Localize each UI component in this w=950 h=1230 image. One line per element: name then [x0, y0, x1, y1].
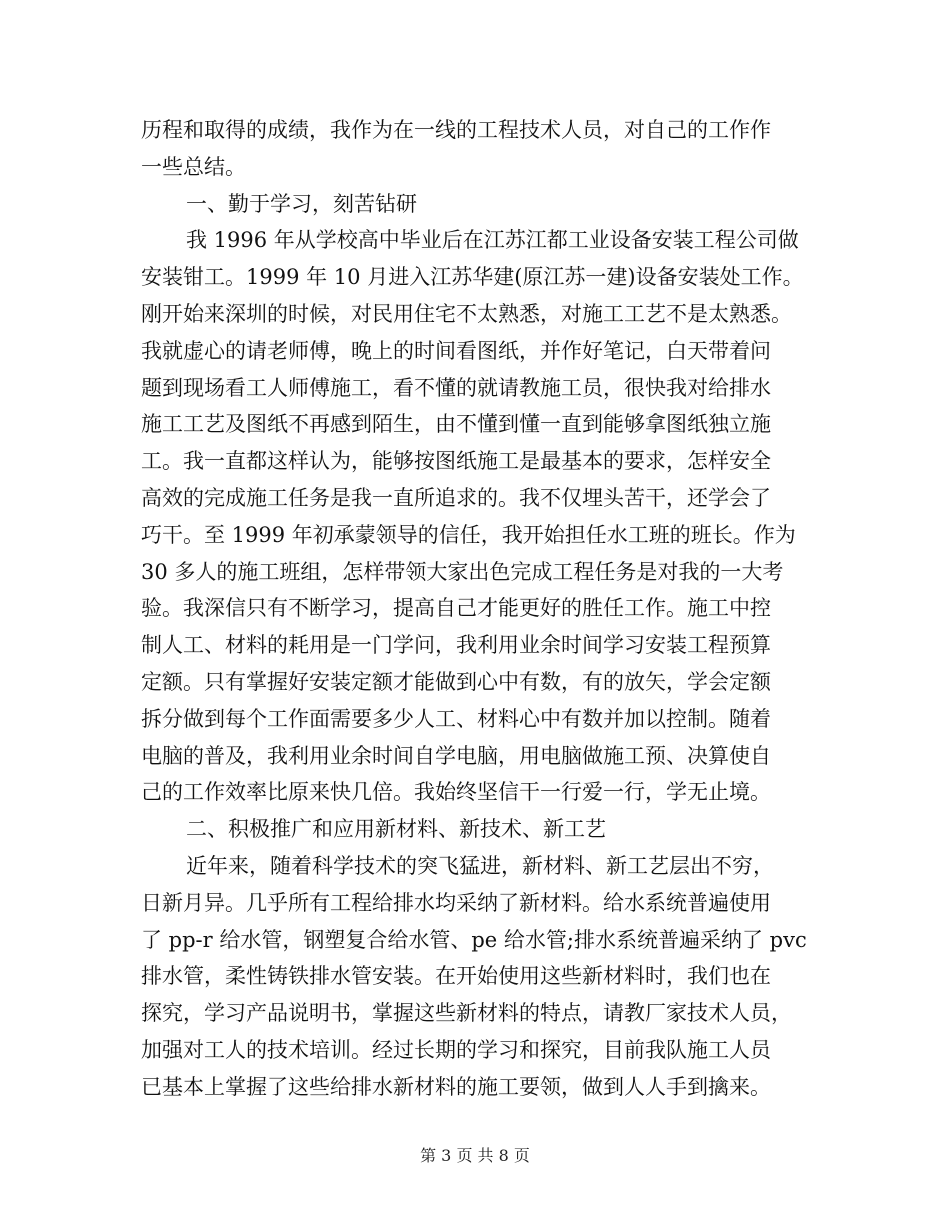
text-line: 历程和取得的成绩，我作为在一线的工程技术人员，对自己的工作作 — [141, 118, 771, 142]
text-line: 加强对工人的技术培训。经过长期的学习和探究，目前我队施工人员 — [141, 1037, 771, 1062]
text-line: 电脑的普及，我利用业余时间自学电脑，用电脑做施工预、决算使自 — [141, 743, 771, 768]
text-line: 工。我一直都这样认为，能够按图纸施工是最基本的要求，怎样安全 — [141, 449, 771, 474]
text-line: 定额。只有掌握好安装定额才能做到心中有数，有的放矢，学会定额 — [141, 669, 771, 694]
text-line: 一些总结。 — [141, 154, 246, 179]
text-line: 己的工作效率比原来快几倍。我始终坚信干一行爱一行，学无止境。 — [141, 780, 771, 805]
text-line: 验。我深信只有不断学习，提高自己才能更好的胜任工作。施工中控 — [141, 596, 771, 621]
paragraph-start-line: 近年来，随着科学技术的突飞猛进，新材料、新工艺层出不穷， — [186, 853, 774, 878]
text-line: 日新月异。几乎所有工程给排水均采纳了新材料。给水系统普遍使用 — [141, 890, 771, 915]
document-body — [141, 112, 811, 1106]
text-line: 探究，学习产品说明书，掌握这些新材料的特点，请教厂家技术人员， — [141, 1001, 792, 1026]
text-line: 制人工、材料的耗用是一门学问，我利用业余时间学习安装工程预算 — [141, 633, 771, 658]
text-line: 拆分做到每个工作面需要多少人工、材料心中有数并加以控制。随着 — [141, 706, 771, 731]
text-line: 了 pp-r 给水管，钢塑复合给水管、pe 给水管;排水系统普遍采纳了 pvc — [141, 927, 807, 952]
text-line: 30 多人的施工班组，怎样带领大家出色完成工程任务是对我的一大考 — [141, 559, 784, 584]
text-line: 我就虚心的请老师傅，晚上的时间看图纸，并作好笔记，白天带着问 — [141, 338, 771, 363]
text-line: 题到现场看工人师傅施工，看不懂的就请教施工员，很快我对给排水 — [141, 375, 771, 400]
text-line: 排水管，柔性铸铁排水管安装。在开始使用这些新材料时，我们也在 — [141, 964, 771, 989]
paragraph-start-line: 我 1996 年从学校高中毕业后在江苏江都工业设备安装工程公司做 — [186, 228, 799, 253]
section-heading: 二、积极推广和应用新材料、新技术、新工艺 — [186, 817, 606, 842]
text-line: 巧干。至 1999 年初承蒙领导的信任，我开始担任水工班的班长。作为 — [141, 522, 796, 547]
text-line: 刚开始来深圳的时候，对民用住宅不太熟悉，对施工工艺不是太熟悉。 — [141, 301, 792, 326]
text-line: 高效的完成施工任务是我一直所追求的。我不仅埋头苦干，还学会了 — [141, 485, 771, 510]
section-heading: 一、勤于学习，刻苦钻研 — [186, 191, 417, 216]
text-line: 施工工艺及图纸不再感到陌生，由不懂到懂一直到能够拿图纸独立施 — [141, 412, 771, 437]
text-line: 已基本上掌握了这些给排水新材料的施工要领，做到人人手到擒来。 — [141, 1074, 771, 1099]
page-number-footer: 第 3 页 共 8 页 — [420, 1146, 530, 1165]
text-line: 安装钳工。1999 年 10 月进入江苏华建(原江苏一建)设备安装处工作。 — [141, 265, 804, 290]
